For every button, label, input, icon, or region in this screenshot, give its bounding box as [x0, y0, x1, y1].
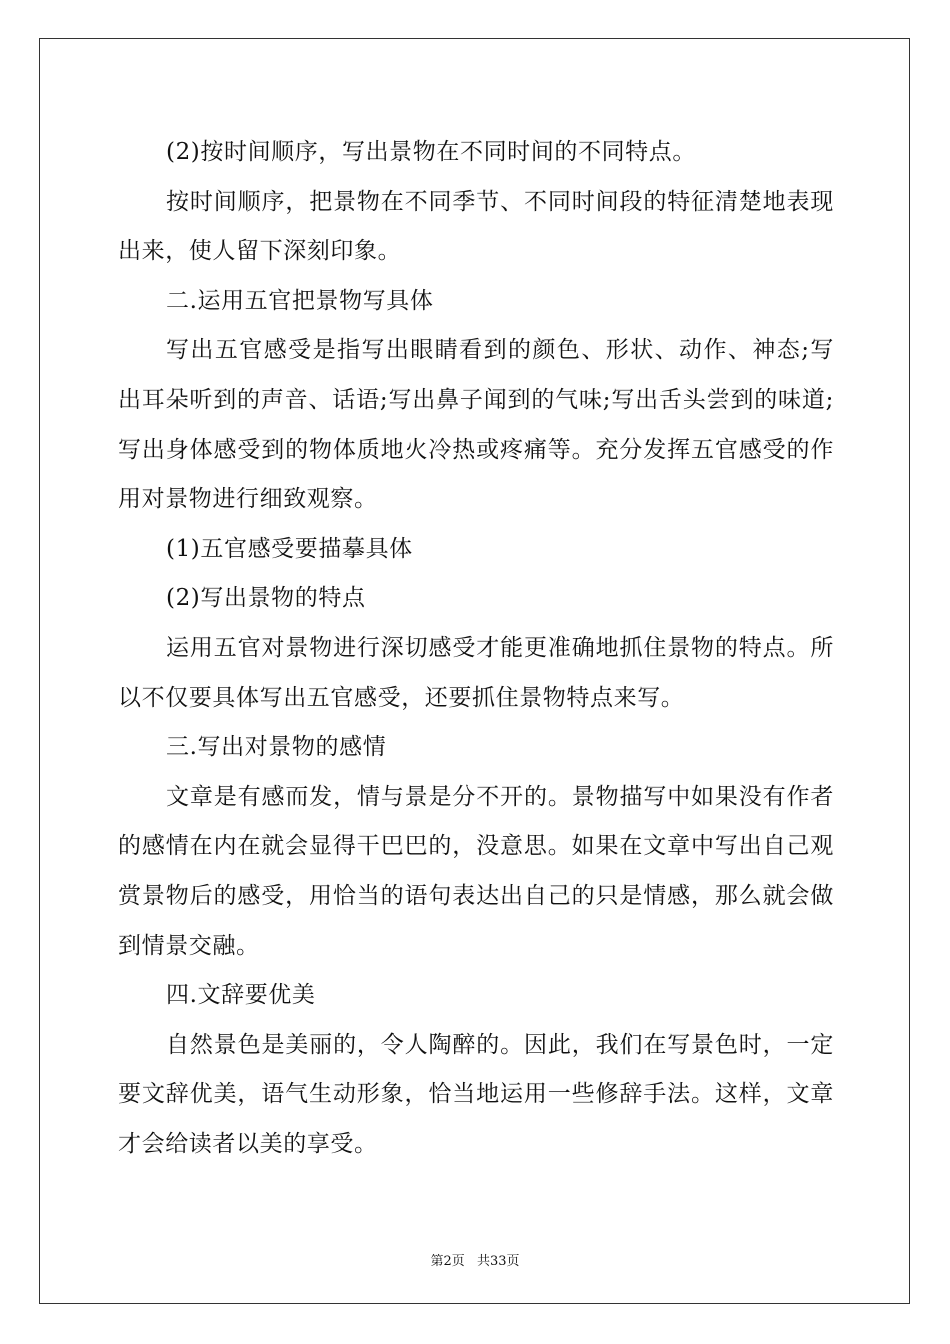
paragraph-emotion-body: 文章是有感而发，情与景是分不开的。景物描写中如果没有作者的感情在内在就会显得干巴巴的，没意思。如果在文章中写出自己观赏景物后的感受，用恰当的语句表达出自己的只是情感，那么就会做到情景交融。 [118, 783, 834, 959]
paragraph-time-order-body: 按时间顺序，把景物在不同季节、不同时间段的特征清楚地表现出来，使人留下深刻印象。 [118, 188, 834, 265]
section-heading-five-senses: 二.运用五官把景物写具体 [166, 287, 434, 314]
subheading-scenery-features: (2)写出景物的特点 [166, 585, 366, 612]
paragraph-five-senses-body: 写出五官感受是指写出眼睛看到的颜色、形状、动作、神态;写出耳朵听到的声音、话语;写出鼻子闻到的气味;写出舌头尝到的味道;写出身体感受到的物体质地火冷热或疼痛等。充分发挥五官感受的作用对景物进行细致观察。 [118, 337, 834, 513]
page-number: 第2页 [430, 1254, 465, 1269]
paragraph-time-order-heading: (2)按时间顺序，写出景物在不同时间的不同特点。 [166, 139, 696, 165]
page-footer [0, 1250, 950, 1269]
paragraph-scenery-features-body: 运用五官对景物进行深切感受才能更准确地抓住景物的特点。所以不仅要具体写出五官感受，还要抓住景物特点来写。 [118, 634, 834, 711]
page-total: 共33页 [476, 1254, 520, 1269]
paragraph-beautiful-wording-body: 自然景色是美丽的，令人陶醉的。因此，我们在写景色时，一定要文辞优美，语气生动形象，恰当地运用一些修辞手法。这样，文章才会给读者以美的享受。 [118, 1031, 834, 1157]
section-heading-emotion: 三.写出对景物的感情 [166, 734, 387, 761]
document-body [118, 128, 834, 1169]
section-heading-beautiful-wording: 四.文辞要优美 [166, 982, 316, 1009]
subheading-describe-specifically: (1)五官感受要描摹具体 [166, 535, 413, 562]
